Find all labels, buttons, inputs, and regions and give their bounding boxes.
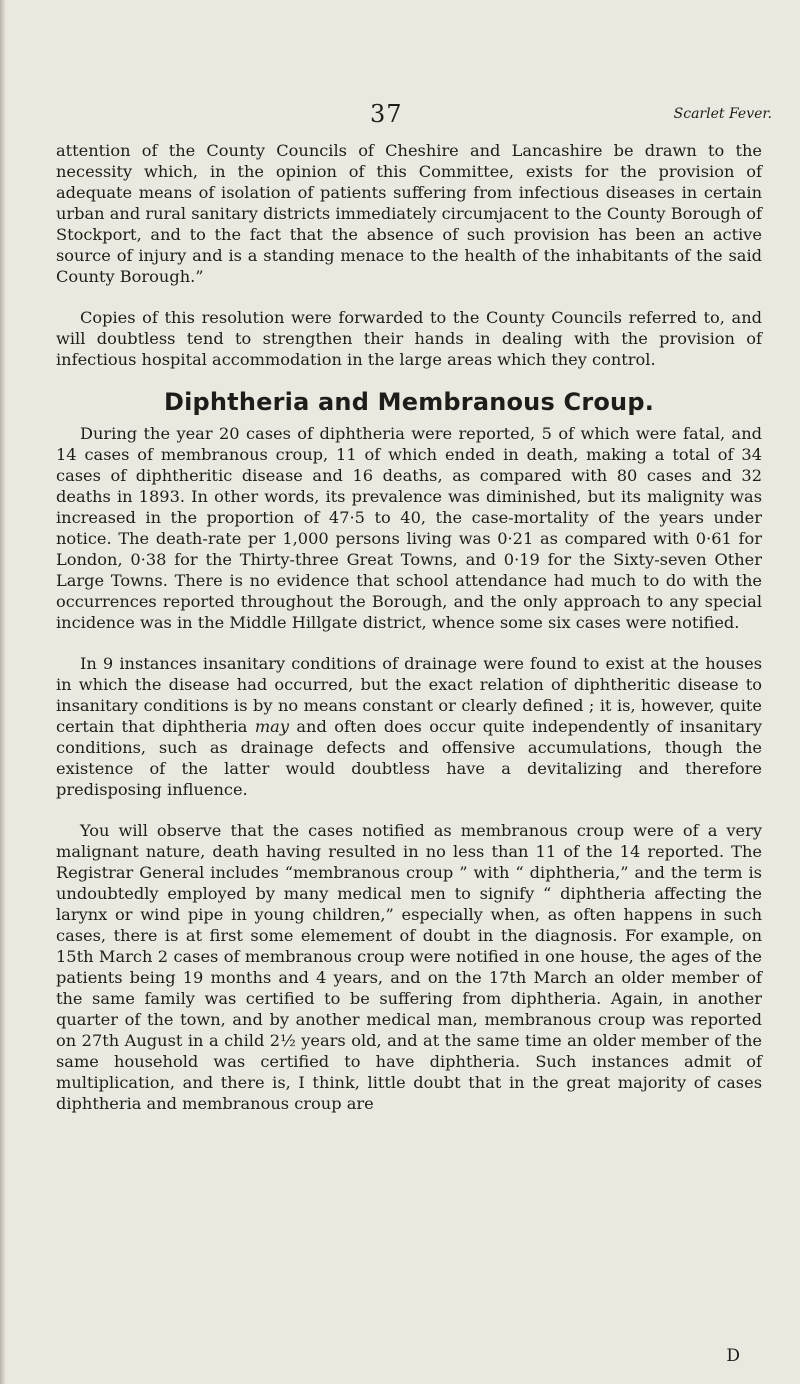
page-edge-shadow <box>0 0 6 1384</box>
emphasis-may: may <box>254 717 289 736</box>
paragraph-copies-forwarded: Copies of this resolution were forwarded to the County Councils referred to, and will doubtless tend to strengthen their hands in dealing with the provision of infectious hospital accommodation in the large areas which they control. <box>56 308 762 369</box>
page-header <box>0 100 800 134</box>
running-head: Scarlet Fever. <box>673 106 772 122</box>
signature-mark: D <box>726 1346 740 1366</box>
paragraph-resolution-end: attention of the County Councils of Cheshire and Lancashire be drawn to the necessity which, in the opinion of this Committee, exists for the provision of adequate means of isolation of patients suffering from infectious diseases in certain urban and rural sanitary districts immediately circumjacent to the County Borough of Stockport, and to the fact that the absence of such provision has been an active source of injury and is a standing menace to the health of the inhabitants of the said County Borough.” <box>56 141 762 286</box>
paragraph-membranous-croup: You will observe that the cases notified as membranous croup were of a very malignant nature, death having resulted in no less than 11 of the 14 reported. The Registrar General includes “membranous croup ” with “ diphtheria,” and the term is undoubtedly employed by many medical men to signify “ diphtheria affecting the larynx or wind pipe in young children,” especially when, as often happens in such cases, there is at first some elemement of doubt in the diagnosis. For example, on 15th March 2 cases of membranous croup were notified in one house, the ages of the patients being 19 months and 4 years, and on the 17th March an older member of the same family was certified to be suffering from diphtheria. Again, in another quarter of the town, and by another medical man, membranous croup was reported on 27th August in a child 2½ years old, and at the same time an older member of the same household was certified to have diphtheria. Such instances admit of multiplication, and there is, I think, little doubt that in the great majority of cases diphtheria and membranous croup are <box>56 821 762 1113</box>
paragraph-text: In 9 instances insanitary conditions of drainage were found to exist at the houses in which the disease had occurred, but the exact relation of diphtheritic disease to insanitary conditions is by no means constant or clearly defined ; it is, however, quite certain that diphtheria <box>56 654 762 736</box>
page-number: 37 <box>370 100 403 128</box>
paragraph-text: and often does occur quite independently of insanitary conditions, such as drainage defects and offensive accumulations, though the existence of the latter would doubtless have a devitalizing and therefore predisposing influence. <box>56 717 762 799</box>
body-text <box>56 140 762 1114</box>
paragraph-cases-reported: During the year 20 cases of diphtheria were reported, 5 of which were fatal, and 14 cases of membranous croup, 11 of which ended in death, making a total of 34 cases of diphtheritic disease and 16 deaths, as compared with 80 cases and 32 deaths in 1893. In other words, its prevalence was diminished, but its malignity was increased in the proportion of 47·5 to 40, the case-mortality of the years under notice. The death-rate per 1,000 persons living was 0·21 as compared with 0·61 for London, 0·38 for the Thirty-three Great Towns, and 0·19 for the Sixty-seven Other Large Towns. There is no evidence that school attendance had much to do with the occurrences reported throughout the Borough, and the only approach to any special incidence was in the Middle Hillgate district, whence some six cases were notified. <box>56 424 762 632</box>
paragraph-insanitary-conditions <box>56 653 762 800</box>
section-heading: Diphtheria and Membranous Croup. <box>163 388 655 416</box>
